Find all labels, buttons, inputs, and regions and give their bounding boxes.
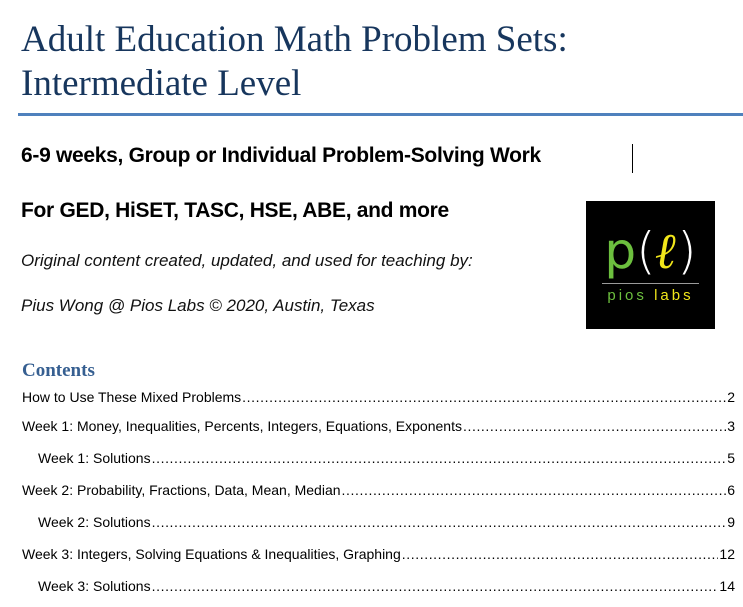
logo-word-labs: labs [654,287,694,304]
toc-entry-page: 9 [727,514,735,530]
text-cursor [632,144,633,173]
toc-leader-dots [463,415,726,437]
toc-entry-label: Week 1: Solutions [38,450,151,466]
toc-entry[interactable] [0,511,743,536]
document-title[interactable] [21,18,741,106]
title-line-1: Adult Education Math Problem Sets: [21,19,568,60]
pios-labs-logo[interactable] [586,201,715,329]
toc-heading: Contents [22,360,95,381]
toc-leader-dots [242,386,726,408]
credit-line-2[interactable]: Pius Wong @ Pios Labs © 2020, Austin, Texas [21,296,375,315]
logo-mark [586,223,715,279]
logo-p-glyph: p [604,222,637,280]
title-line-2: Intermediate Level [21,63,302,104]
logo-wordmark [586,287,715,304]
toc-entry-page: 6 [727,482,735,498]
toc-entry[interactable] [0,415,743,440]
toc-leader-dots [342,479,727,501]
toc-entry-label: Week 3: Solutions [38,578,151,594]
toc-entry-page: 14 [719,578,735,594]
toc-entry[interactable] [0,543,743,568]
toc-entry-label: Week 2: Solutions [38,514,151,530]
logo-word-pios: pios [607,287,647,304]
exams-heading[interactable]: For GED, HiSET, TASC, HSE, ABE, and more [21,199,449,222]
subtitle[interactable]: 6-9 weeks, Group or Individual Problem-Solving Work [21,144,541,167]
logo-close-paren: ) [677,222,697,280]
toc-leader-dots [152,447,727,469]
toc-entry-page: 12 [719,546,735,562]
table-of-contents [0,386,743,607]
title-underline-rule [18,113,743,116]
toc-leader-dots [402,543,719,565]
toc-entry[interactable] [0,386,743,408]
toc-entry[interactable] [0,575,743,600]
toc-entry-page: 2 [727,389,735,405]
logo-open-paren: ( [636,222,656,280]
toc-entry-label: Week 1: Money, Inequalities, Percents, Integers, Equations, Exponents [22,418,462,434]
toc-leader-dots [152,511,727,533]
logo-divider [602,283,699,284]
toc-entry-page: 3 [727,418,735,434]
toc-entry-label: Week 2: Probability, Fractions, Data, Mean, Median [22,482,341,498]
toc-leader-dots [152,575,719,597]
toc-entry-page: 5 [727,450,735,466]
toc-entry[interactable] [0,479,743,504]
toc-entry-label: How to Use These Mixed Problems [22,389,242,405]
toc-entry[interactable] [0,447,743,472]
logo-l-glyph: ℓ [655,221,678,280]
toc-entry-label: Week 3: Integers, Solving Equations & Inequalities, Graphing [22,546,401,562]
credit-line-1[interactable]: Original content created, updated, and used for teaching by: [21,251,473,270]
